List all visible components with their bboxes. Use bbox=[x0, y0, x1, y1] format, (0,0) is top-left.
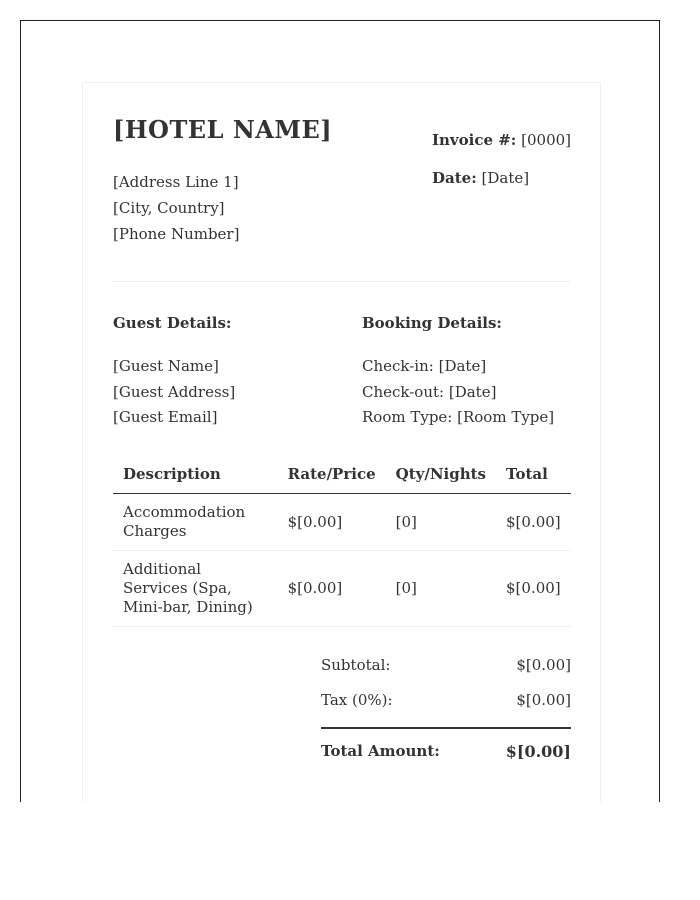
page-frame bbox=[20, 20, 660, 802]
row-total: $[0.00] bbox=[496, 494, 571, 551]
tax-label: Tax (0%): bbox=[321, 691, 393, 709]
invoice-meta bbox=[432, 131, 570, 187]
invoice-date-value: [Date] bbox=[481, 169, 530, 187]
line-items-table bbox=[113, 457, 571, 627]
invoice-number-row bbox=[432, 131, 570, 149]
invoice-number-label: Invoice #: bbox=[432, 131, 517, 149]
booking-details-heading: Booking Details: bbox=[362, 314, 502, 332]
total-amount-value: $[0.00] bbox=[505, 742, 571, 761]
invoice-date-row bbox=[432, 169, 570, 187]
column-header-rate: Rate/Price bbox=[278, 457, 386, 494]
row-description: Additional Services (Spa, Mini-bar, Dining) bbox=[113, 551, 278, 627]
subtotal-value: $[0.00] bbox=[516, 656, 571, 674]
row-qty: [0] bbox=[386, 494, 496, 551]
guest-name: [Guest Name] bbox=[113, 357, 219, 375]
subtotal-row bbox=[321, 649, 571, 684]
invoice-header bbox=[113, 83, 570, 282]
details-section bbox=[113, 282, 570, 457]
guest-email: [Guest Email] bbox=[113, 408, 218, 426]
invoice-number-value: [0000] bbox=[521, 131, 572, 149]
table-header-row bbox=[113, 457, 571, 494]
row-qty: [0] bbox=[386, 551, 496, 627]
tax-value: $[0.00] bbox=[516, 691, 571, 709]
invoice-card bbox=[82, 82, 601, 802]
row-rate: $[0.00] bbox=[278, 494, 386, 551]
booking-details bbox=[362, 314, 554, 431]
phone-number: [Phone Number] bbox=[113, 225, 240, 243]
check-out: Check-out: [Date] bbox=[362, 382, 497, 401]
totals-section bbox=[321, 649, 571, 775]
total-amount-row bbox=[321, 727, 571, 775]
row-total: $[0.00] bbox=[496, 551, 571, 627]
room-type: Room Type: [Room Type] bbox=[362, 408, 555, 426]
guest-address: [Guest Address] bbox=[113, 382, 236, 401]
column-header-qty: Qty/Nights bbox=[386, 457, 496, 494]
invoice-date-label: Date: bbox=[432, 169, 477, 187]
row-description: Accommodation Charges bbox=[113, 494, 278, 551]
city-country: [City, Country] bbox=[113, 199, 225, 217]
subtotal-label: Subtotal: bbox=[321, 656, 391, 674]
hotel-address bbox=[113, 169, 239, 247]
column-header-total: Total bbox=[496, 457, 571, 494]
table-row bbox=[113, 551, 571, 627]
hotel-name: [HOTEL NAME] bbox=[113, 115, 333, 144]
guest-details bbox=[113, 314, 235, 431]
tax-row bbox=[321, 684, 571, 719]
row-rate: $[0.00] bbox=[278, 551, 386, 627]
address-line: [Address Line 1] bbox=[113, 173, 239, 191]
check-in: Check-in: [Date] bbox=[362, 357, 487, 375]
table-row bbox=[113, 494, 571, 551]
total-amount-label: Total Amount: bbox=[321, 742, 440, 760]
column-header-description: Description bbox=[113, 457, 278, 494]
guest-details-heading: Guest Details: bbox=[113, 314, 232, 332]
